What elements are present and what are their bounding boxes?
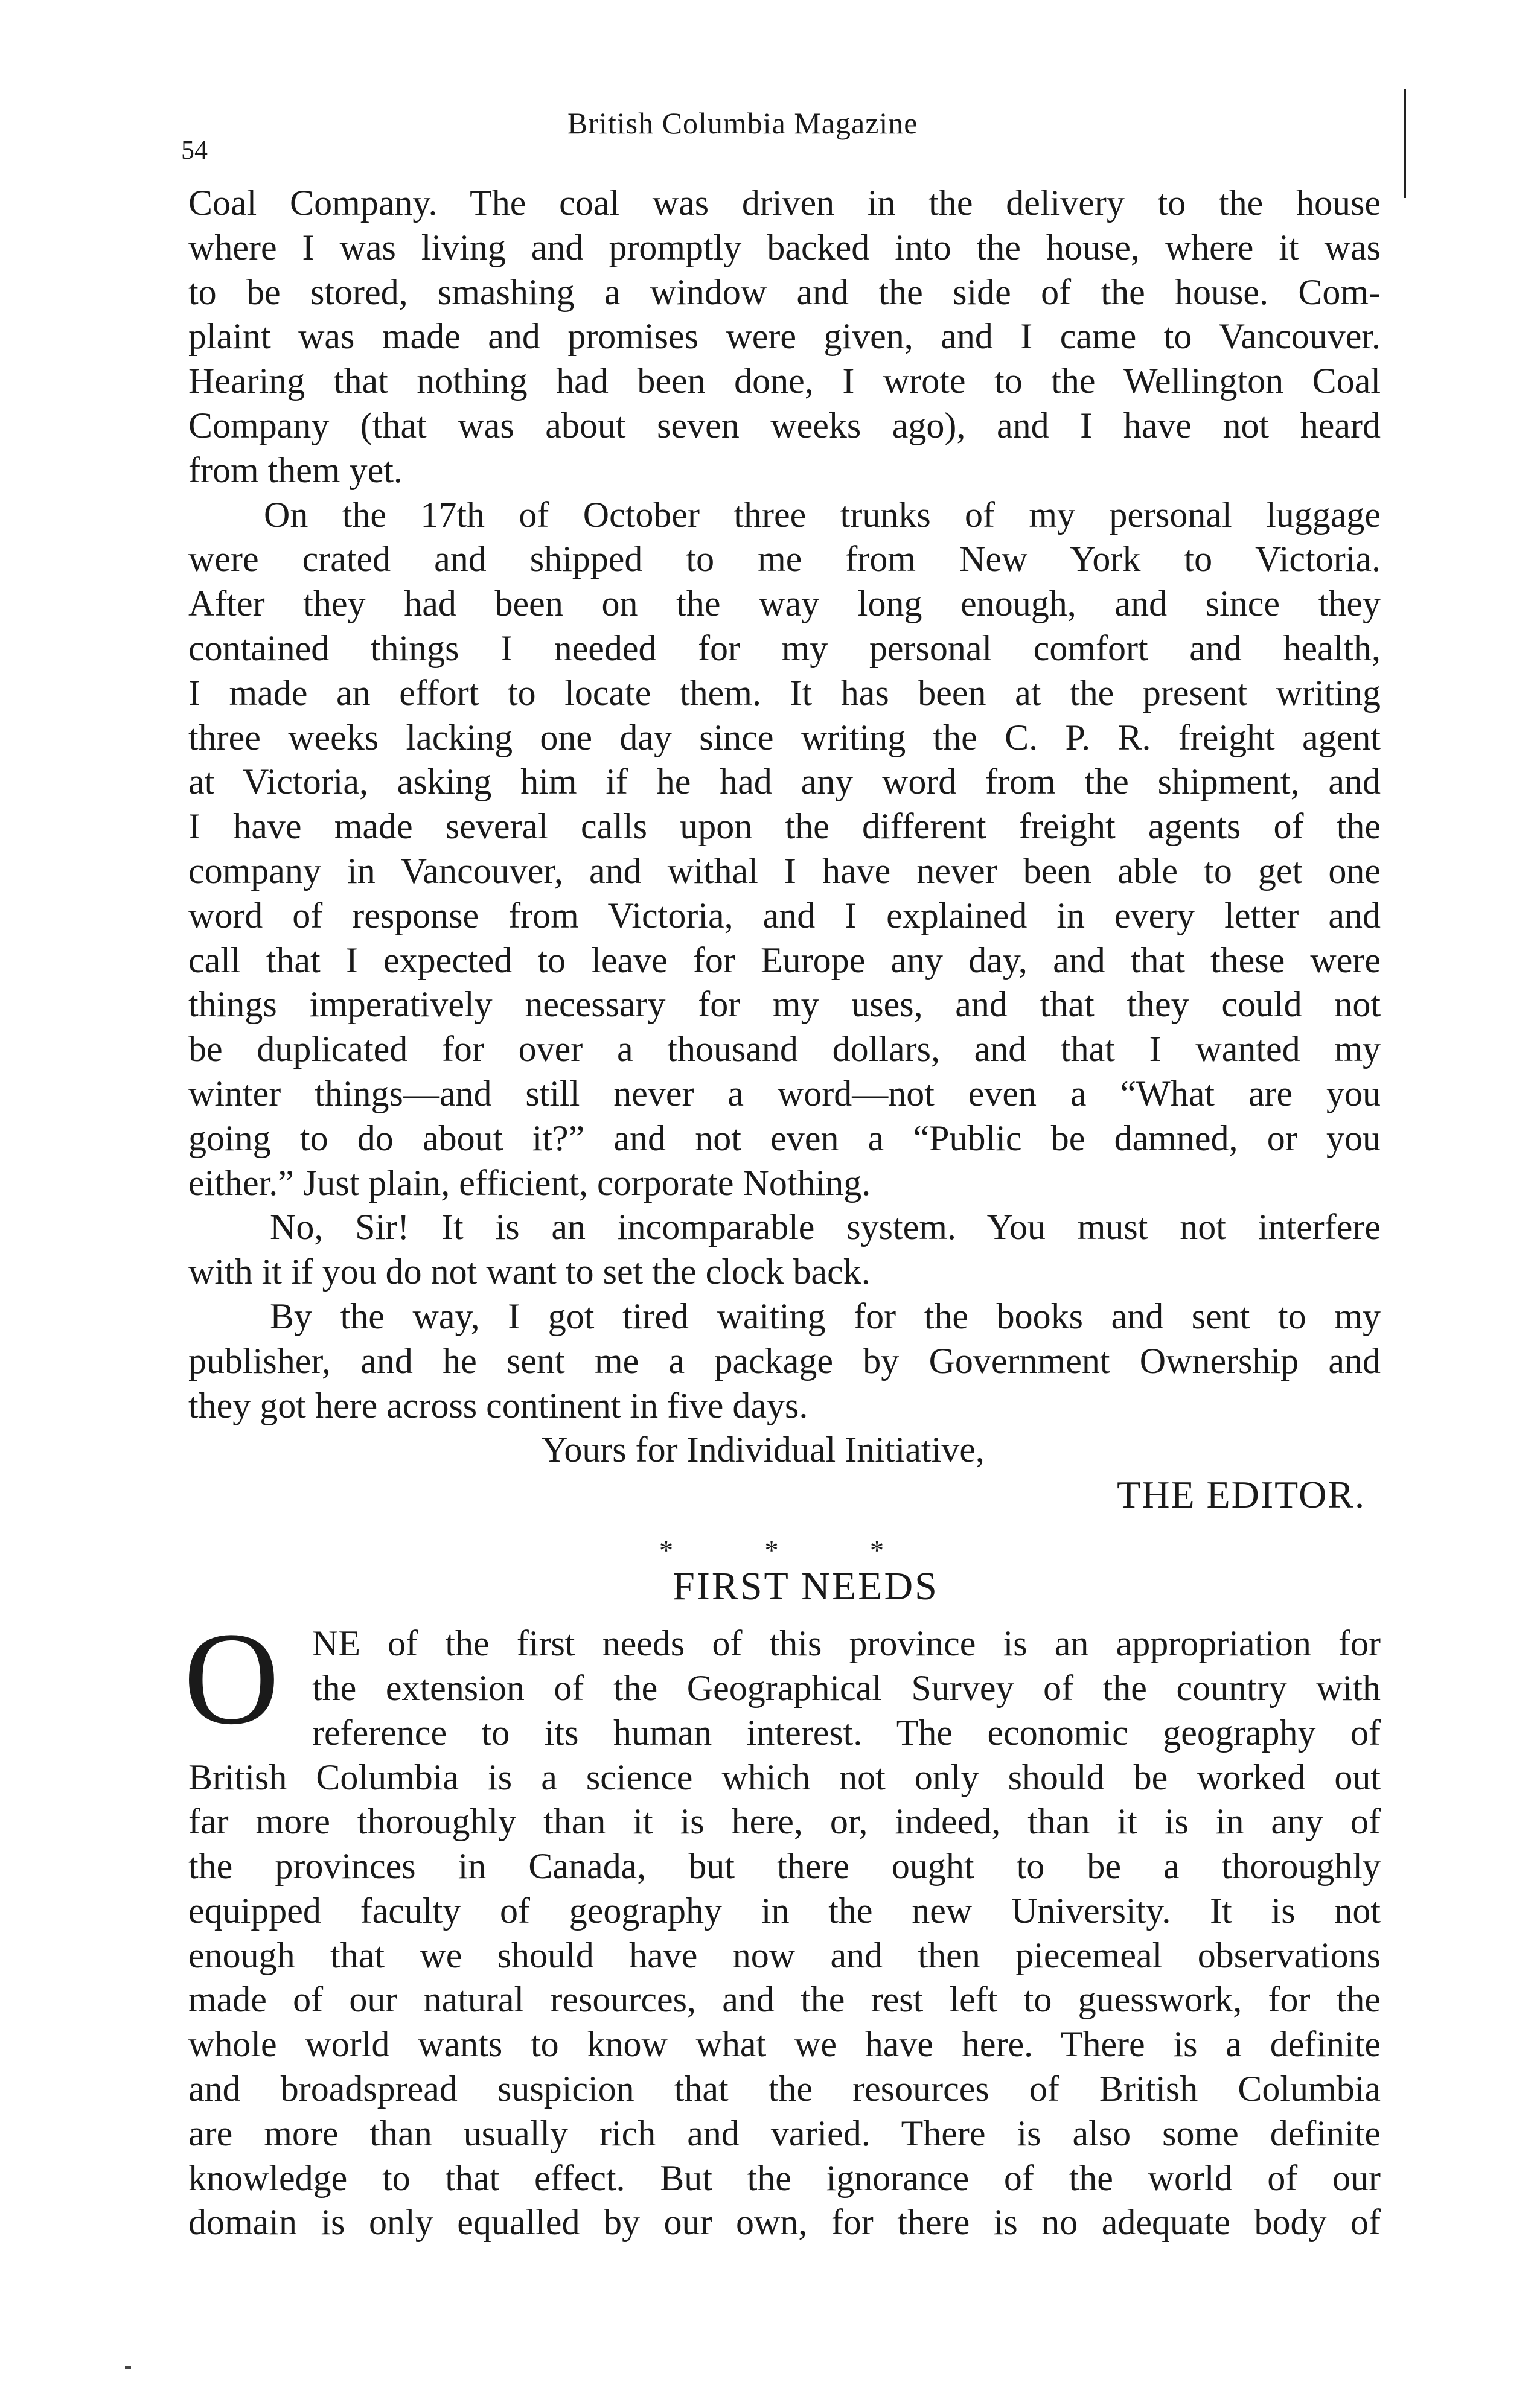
letter-signature: THE EDITOR. xyxy=(1117,1473,1366,1517)
text-line: contained things I needed for my personal comfort and health, xyxy=(188,628,1381,668)
text-line: where I was living and promptly backed into the house, where it was xyxy=(188,227,1381,267)
text-line: the extension of the Geographical Survey of the country with xyxy=(312,1667,1381,1708)
text-line: are more than usually rich and varied. There is also some definite xyxy=(188,2113,1381,2153)
text-line: NE of the first needs of this province is an appropriation for xyxy=(312,1623,1381,1664)
text-line: No, Sir! It is an incomparable system. You must not interfere xyxy=(270,1207,1381,1247)
text-line: I made an effort to locate them. It has been at the present writing xyxy=(188,672,1381,713)
text-line: were crated and shipped to me from New York to Victoria. xyxy=(188,539,1381,579)
drop-cap: O xyxy=(184,1605,280,1753)
text-line: publisher, and he sent me a package by Government Ownership and xyxy=(188,1340,1381,1381)
article-body xyxy=(184,181,1381,2245)
text-line: they got here across continent in five days. xyxy=(188,1385,808,1425)
text-line: plaint was made and promises were given, and I came to Vancouver. xyxy=(188,316,1381,357)
text-line: domain is only equalled by our own, for there is no adequate body of xyxy=(188,2202,1381,2243)
text-line: After they had been on the way long enough, and since they xyxy=(188,584,1381,624)
text-line: I have made several calls upon the different freight agents of the xyxy=(188,806,1381,847)
letter-closing: Yours for Individual Initiative, xyxy=(542,1430,985,1470)
text-line: company in Vancouver, and withal I have never been able to get one xyxy=(188,850,1381,891)
text-line: Company (that was about seven weeks ago), and I have not heard xyxy=(188,405,1381,445)
text-line: On the 17th of October three trunks of my personal luggage xyxy=(264,494,1381,535)
text-line: at Victoria, asking him if he had any word from the shipment, and xyxy=(188,762,1381,802)
text-line: knowledge to that effect. But the ignorance of the world of our xyxy=(188,2158,1381,2198)
first-needs-paragraph xyxy=(184,1605,1381,2245)
print-mark xyxy=(125,2366,131,2369)
text-line: made of our natural resources, and the rest left to guesswork, for the xyxy=(188,1980,1381,2020)
page-number: 54 xyxy=(181,135,208,165)
text-line: to be stored, smashing a window and the side of the house. Com- xyxy=(188,272,1381,312)
text-line: word of response from Victoria, and I explained in every letter and xyxy=(188,895,1381,935)
text-line: from them yet. xyxy=(188,450,403,490)
text-line: winter things—and still never a word—not even a “What are you xyxy=(188,1073,1381,1113)
text-line: three weeks lacking one day since writing the C. P. R. freight agent xyxy=(188,717,1381,757)
text-line: reference to its human interest. The economic geography of xyxy=(312,1712,1381,1753)
text-line: Hearing that nothing had been done, I wrote to the Wellington Coal xyxy=(188,361,1381,401)
text-line: be duplicated for over a thousand dollars, and that I wanted my xyxy=(188,1029,1381,1069)
margin-rule xyxy=(1404,89,1406,198)
text-line: far more thoroughly than it is here, or, indeed, than it is in any of xyxy=(188,1801,1381,1842)
text-line: enough that we should have now and then piecemeal observations xyxy=(188,1935,1381,1975)
text-line: either.” Just plain, efficient, corporate Nothing. xyxy=(188,1162,871,1203)
text-line: Coal Company. The coal was driven in the delivery to the house xyxy=(188,183,1381,223)
running-title: British Columbia Magazine xyxy=(567,106,918,140)
text-line: equipped faculty of geography in the new University. It is not xyxy=(188,1890,1381,1931)
section-title: FIRST NEEDS xyxy=(673,1564,939,1609)
text-line: the provinces in Canada, but there ought to be a thoroughly xyxy=(188,1846,1381,1887)
page-header xyxy=(181,106,1389,165)
text-line: and broadspread suspicion that the resources of British Columbia xyxy=(188,2069,1381,2109)
text-line: going to do about it?” and not even a “Public be damned, or you xyxy=(188,1118,1381,1158)
text-line: call that I expected to leave for Europe any day, and that these were xyxy=(188,940,1381,980)
text-line: By the way, I got tired waiting for the books and sent to my xyxy=(270,1296,1381,1336)
text-line: things imperatively necessary for my uses, and that they could not xyxy=(188,984,1381,1025)
text-line: whole world wants to know what we have here. There is a definite xyxy=(188,2024,1381,2065)
text-line: with it if you do not want to set the clock back. xyxy=(188,1252,871,1292)
section-separator: * * * xyxy=(659,1535,926,1566)
text-line: British Columbia is a science which not only should be worked out xyxy=(188,1757,1381,1797)
